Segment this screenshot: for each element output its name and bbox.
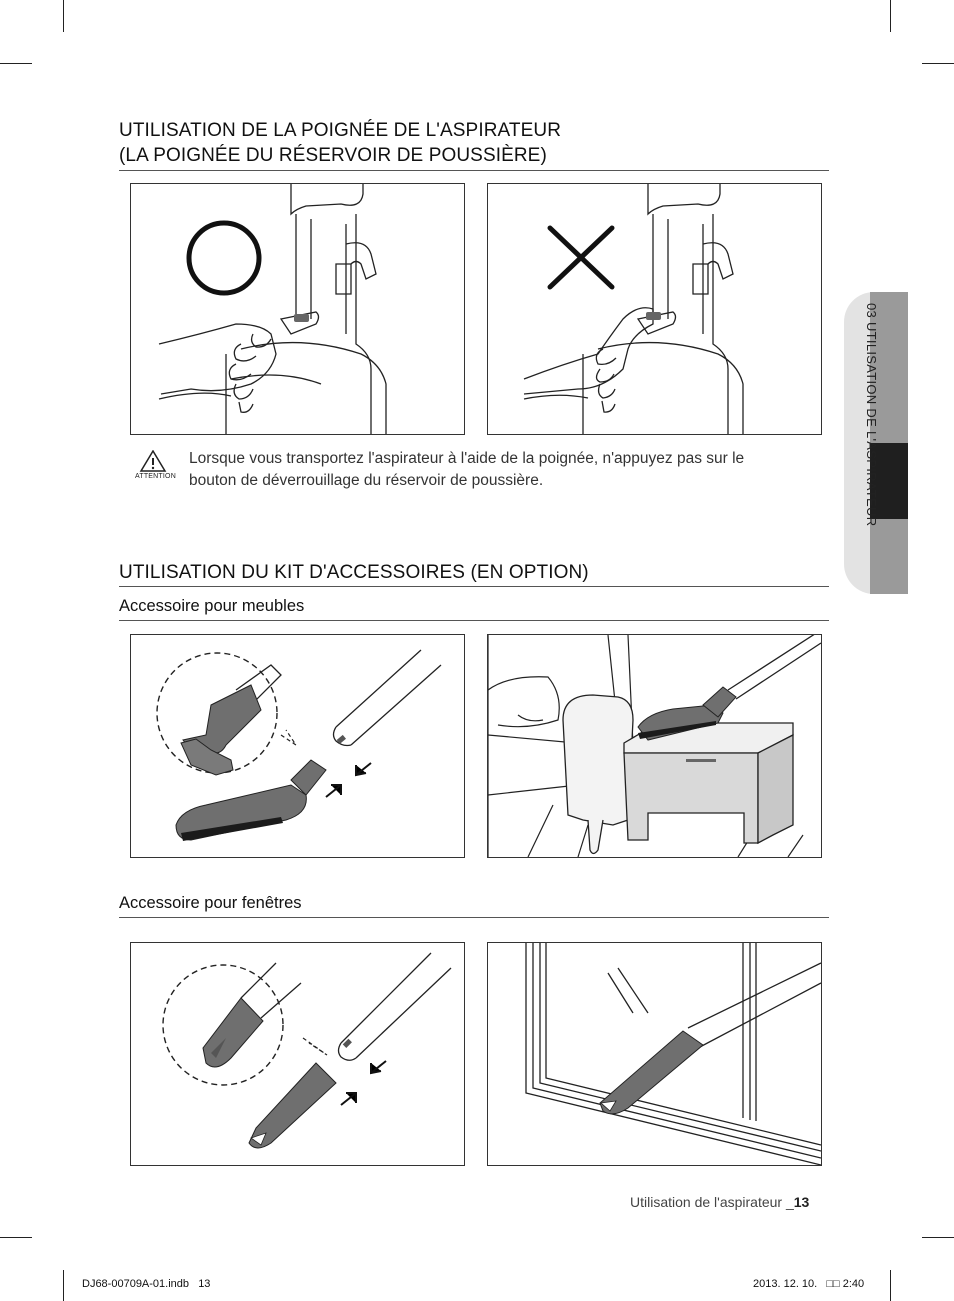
page-number: 13 — [793, 1194, 810, 1210]
wrong-cross-icon — [550, 228, 612, 287]
side-tab-label: 03 UTILISATION DE L'ASPIRATEUR — [864, 303, 879, 527]
figure-wrong-grip — [487, 183, 822, 435]
page-footer-text: Utilisation de l'aspirateur _ — [630, 1194, 794, 1210]
figure-crevice-tool-attach — [130, 942, 465, 1166]
subsection-window-title: Accessoire pour fenêtres — [119, 894, 302, 912]
crop-mark — [0, 1237, 32, 1238]
crop-mark — [890, 1270, 891, 1301]
section1-rule — [119, 170, 829, 171]
figure-window-cleaning — [487, 942, 822, 1166]
subsection-furniture-title: Accessoire pour meubles — [119, 597, 305, 615]
figure-furniture-brush-attach — [130, 634, 465, 858]
section2-rule — [119, 586, 829, 587]
crop-mark — [922, 63, 954, 64]
attention-text-line2: bouton de déverrouillage du réservoir de poussière. — [189, 472, 544, 489]
crop-mark — [63, 1270, 64, 1301]
crop-mark — [922, 1237, 954, 1238]
correct-circle-icon — [189, 223, 259, 293]
section1-title-line1: UTILISATION DE LA POIGNÉE DE L'ASPIRATEUR — [119, 120, 562, 141]
section2-title: UTILISATION DU KIT D'ACCESSOIRES (EN OPTION) — [119, 562, 589, 583]
attention-text-line1: Lorsque vous transportez l'aspirateur à l'aide de la poignée, n'appuyez pas sur le — [189, 450, 745, 467]
attention-label: ATTENTION — [135, 473, 176, 480]
section1-title-line2: (LA POIGNÉE DU RÉSERVOIR DE POUSSIÈRE) — [119, 145, 547, 166]
page-footer-label — [630, 1194, 809, 1210]
crop-mark — [0, 63, 32, 64]
subsection-furniture-rule — [119, 620, 829, 621]
crop-mark — [63, 0, 64, 32]
imprint-date: 2013. 12. 10. □□ 2:40 — [753, 1278, 865, 1290]
subsection-window-rule — [119, 917, 829, 918]
imprint-file: DJ68-00709A-01.indb 13 — [82, 1278, 211, 1290]
figure-furniture-cleaning — [487, 634, 822, 858]
figure-correct-grip — [130, 183, 465, 435]
crop-mark — [890, 0, 891, 32]
